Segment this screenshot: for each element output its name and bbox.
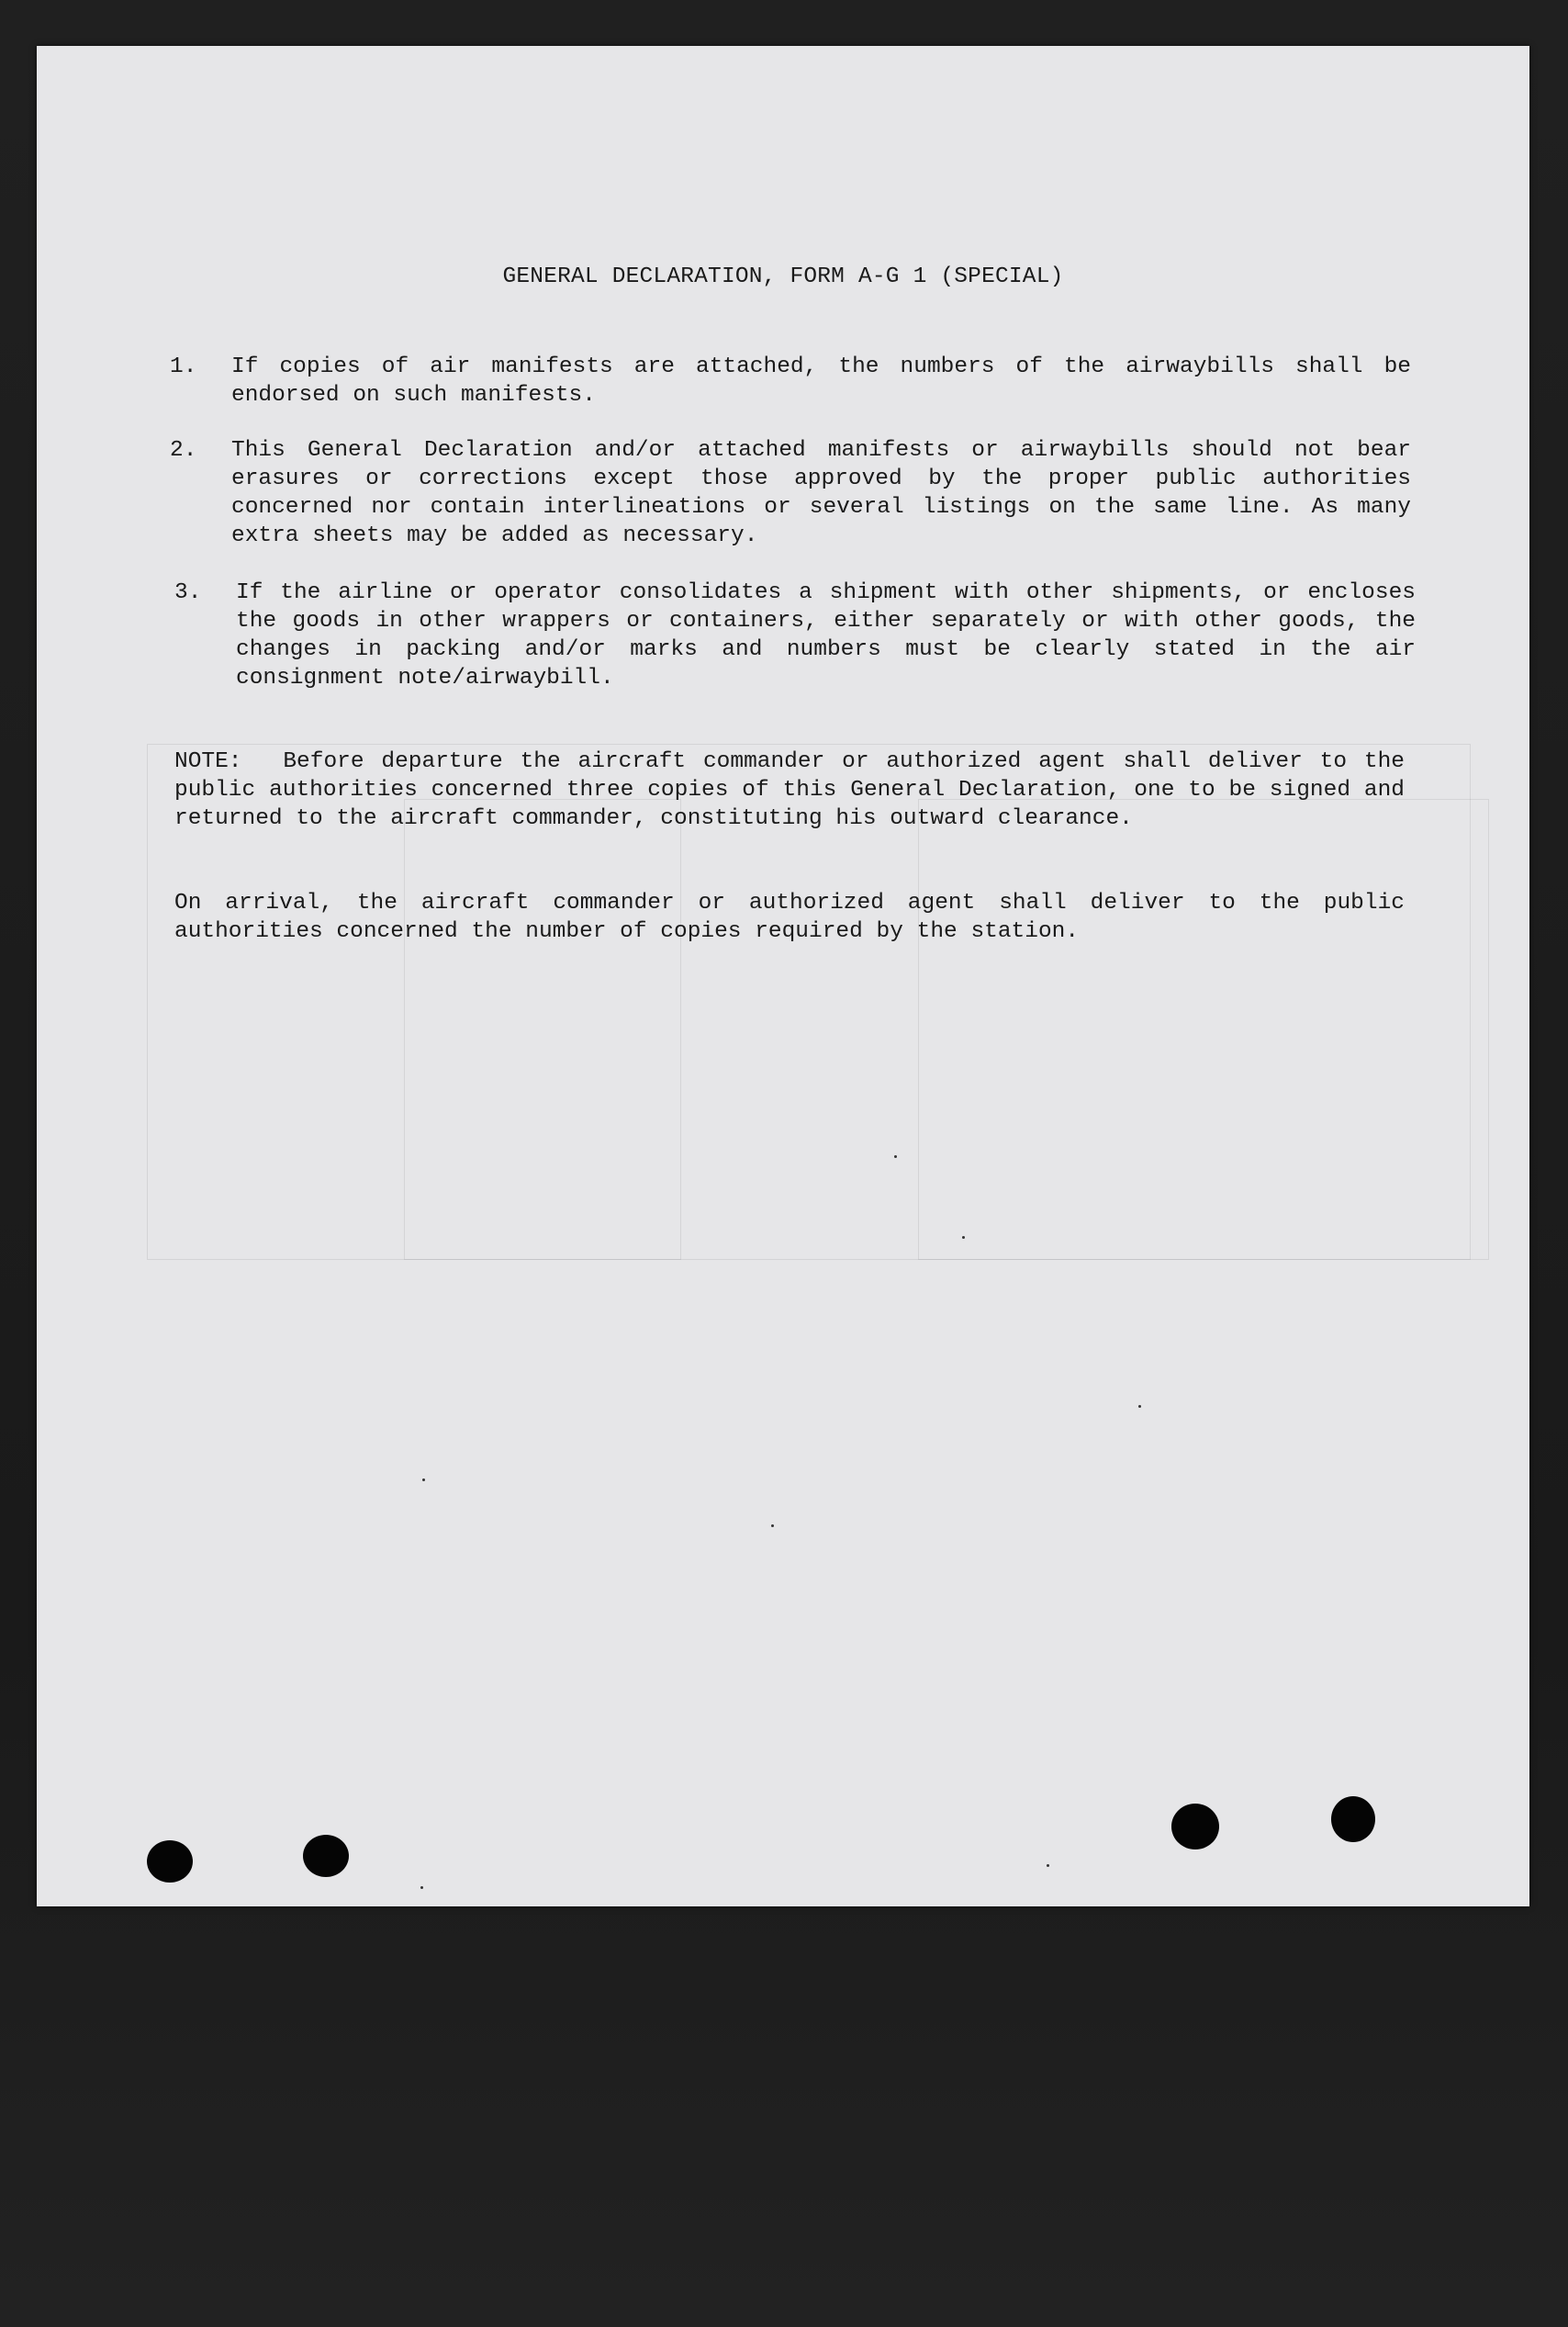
- list-item: [170, 353, 1437, 410]
- list-item-number: 1.: [170, 354, 197, 379]
- list-item: [170, 436, 1437, 550]
- list-item-text: If the airline or operator consolidates a shipment with other shipments, or encloses the goods in other wrappers or containers, either separately or with other goods, the changes in packing and/or marks and numbers must be clearly stated in the air consignment note/airwaybill.: [236, 580, 1416, 691]
- arrival-paragraph: On arrival, the aircraft commander or authorized agent shall deliver to the public authorities concerned the number of copies required by the station.: [174, 891, 1405, 944]
- speck: [1047, 1864, 1049, 1867]
- punch-hole: [1331, 1796, 1375, 1842]
- note-label: NOTE:: [174, 749, 242, 774]
- document-content: [37, 46, 1529, 1906]
- speck: [420, 1886, 423, 1889]
- list-item-text: This General Declaration and/or attached manifests or airwaybills should not bear erasures or corrections except those approved by the proper public authorities concerned nor contain interlineations or several listings on the same line. As many extra sheets may be added as necessary.: [231, 438, 1411, 548]
- note-text: Before departure the aircraft commander or authorized agent shall deliver to the public authorities concerned three copies of this General Declaration, one to be signed and returned to the aircraft commander, constituting his outward clearance.: [174, 749, 1405, 831]
- list-item-text: If copies of air manifests are attached, the numbers of the airwaybills shall be endorsed on such manifests.: [231, 354, 1411, 408]
- list-item: [170, 579, 1437, 692]
- speck: [422, 1478, 425, 1481]
- document-page: [37, 46, 1529, 1906]
- note-paragraph: [174, 748, 1405, 833]
- list-item-number: 2.: [170, 438, 197, 463]
- punch-hole: [1171, 1804, 1219, 1849]
- punch-hole: [303, 1835, 349, 1877]
- speck: [894, 1155, 897, 1158]
- page-title: GENERAL DECLARATION, FORM A-G 1 (SPECIAL): [502, 264, 1064, 289]
- speck: [1138, 1405, 1141, 1408]
- speck: [962, 1236, 965, 1239]
- punch-hole: [147, 1840, 193, 1883]
- list-item-number: 3.: [174, 580, 202, 605]
- speck: [771, 1524, 774, 1527]
